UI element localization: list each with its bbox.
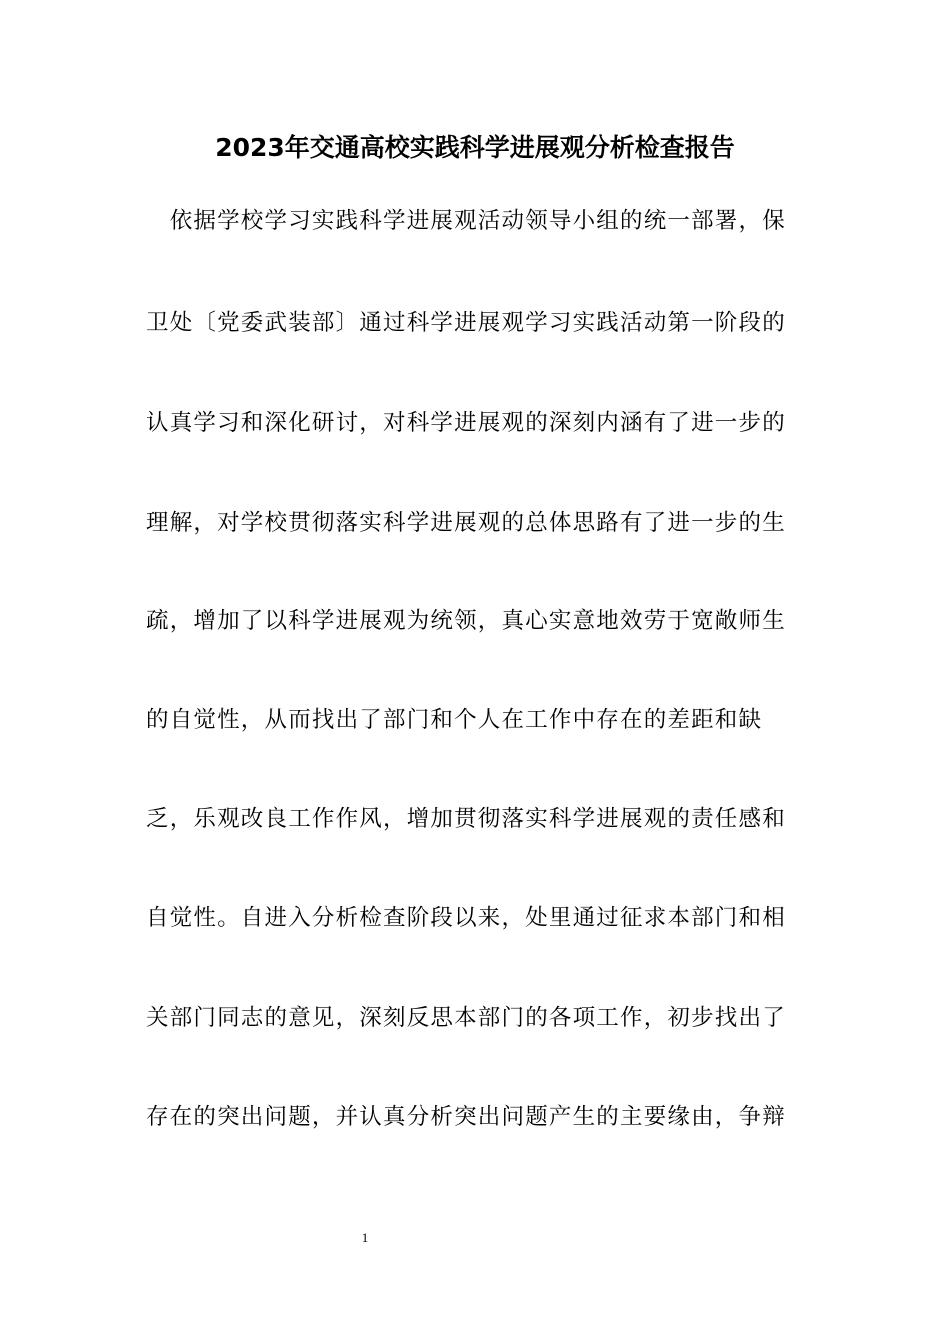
document-title: 2023年交通高校实践科学进展观分析检查报告 <box>215 133 735 162</box>
paragraph-line-10: 存在的突出问题，并认真分析突出问题产生的主要缘由，争辩 <box>146 1104 786 1130</box>
page-number: 1 <box>361 1230 369 1245</box>
paragraph-line-3: 认真学习和深化研讨，对科学进展观的深刻内涵有了进一步的 <box>146 410 786 436</box>
paragraph-line-9: 关部门同志的意见，深刻反思本部门的各项工作，初步找出了 <box>146 1005 786 1031</box>
paragraph-line-1: 依据学校学习实践科学进展观活动领导小组的统一部署，保 <box>146 208 786 234</box>
paragraph-line-2: 卫处〔党委武装部〕通过科学进展观学习实践活动第一阶段的 <box>146 310 786 336</box>
paragraph-line-8: 自觉性。自进入分析检查阶段以来，处里通过征求本部门和相 <box>146 905 786 931</box>
paragraph-line-4: 理解，对学校贯彻落实科学进展观的总体思路有了进一步的生 <box>146 510 786 536</box>
paragraph-line-5: 疏，增加了以科学进展观为统领，真心实意地效劳于宽敞师生 <box>146 608 786 634</box>
paragraph-line-6: 的自觉性，从而找出了部门和个人在工作中存在的差距和缺 <box>146 707 763 733</box>
paragraph-line-7: 乏，乐观改良工作作风，增加贯彻落实科学进展观的责任感和 <box>146 806 786 832</box>
